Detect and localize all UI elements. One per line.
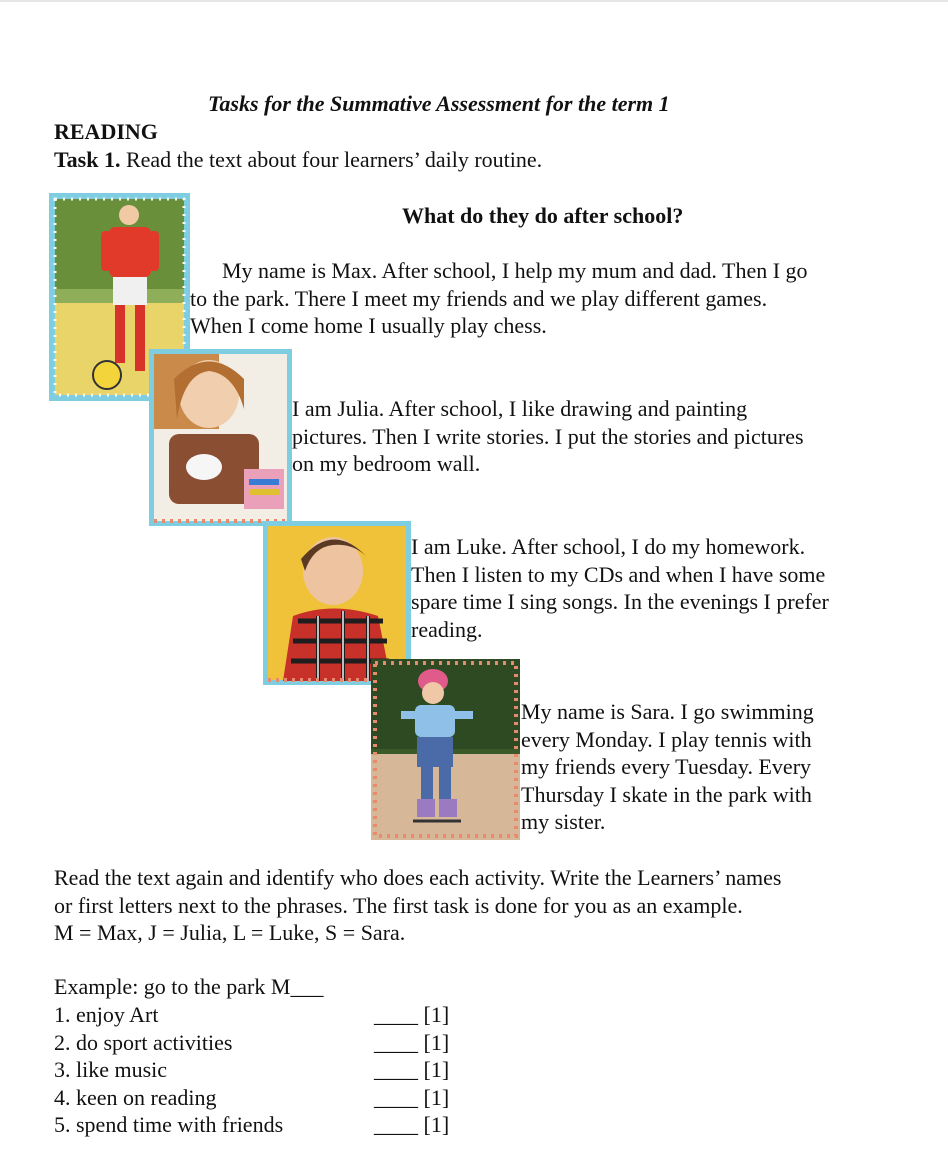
example-line: Example: go to the park M___ <box>54 974 324 999</box>
item-label: 5. spend time with friends <box>54 1112 284 1137</box>
instruction-line: Read the text again and identify who does each activity. Write the Learners’ names <box>54 865 782 890</box>
girl-skating-image <box>371 659 520 840</box>
answer-blank[interactable]: ____ [1] <box>374 1112 450 1137</box>
exercise-item <box>54 1029 474 1057</box>
photo-sara <box>371 659 520 840</box>
paragraph-line: my friends every Tuesday. Every <box>521 754 812 779</box>
exercise-item <box>54 1056 474 1084</box>
paragraph-line: on my bedroom wall. <box>292 451 481 476</box>
item-label: 3. like music <box>54 1057 168 1082</box>
answer-blank[interactable]: ____ [1] <box>374 1029 450 1055</box>
paragraph-line: My name is Max. After school, I help my mum and dad. Then I go <box>222 258 808 283</box>
instruction-line: M = Max, J = Julia, L = Luke, S = Sara. <box>54 920 406 945</box>
paragraph-line: my sister. <box>521 809 606 834</box>
paragraph-line: to the park. There I meet my friends and we play different games. <box>190 285 768 311</box>
paragraph-max <box>190 257 808 340</box>
girl-painting-image <box>149 349 292 526</box>
paragraph-line: Then I listen to my CDs and when I have some <box>411 561 826 587</box>
text-title: What do they do after school? <box>402 203 684 228</box>
item-label: 2. do sport activities <box>54 1029 233 1055</box>
photo-julia <box>149 349 292 526</box>
answer-blank[interactable]: ____ [1] <box>374 1057 450 1082</box>
top-border <box>0 0 948 2</box>
paragraph-line: When I come home I usually play chess. <box>190 313 547 338</box>
exercise-list <box>54 1001 474 1139</box>
paragraph-sara <box>521 698 814 836</box>
page-title: Tasks for the Summative Assessment for the term 1 <box>208 91 670 116</box>
exercise-item <box>54 1084 474 1112</box>
task-label: Task 1. <box>54 147 121 172</box>
paragraph-line: pictures. Then I write stories. I put the stories and pictures <box>292 423 804 449</box>
exercise-item <box>54 1001 474 1029</box>
paragraph-line: every Monday. I play tennis with <box>521 726 812 752</box>
task-text: Read the text about four learners’ daily routine. <box>125 147 543 172</box>
section-heading: READING <box>54 119 158 144</box>
paragraph-line: I am Julia. After school, I like drawing and painting <box>292 396 748 421</box>
answer-blank[interactable]: ____ [1] <box>374 1084 450 1110</box>
paragraph-line: spare time I sing songs. In the evenings I prefer <box>411 589 829 614</box>
task-instruction <box>54 146 542 174</box>
paragraph-line: Thursday I skate in the park with <box>521 781 812 807</box>
exercise-item <box>54 1111 474 1139</box>
instructions <box>54 864 781 947</box>
item-label: 1. enjoy Art <box>54 1002 159 1027</box>
answer-blank[interactable]: ____ [1] <box>374 1002 450 1027</box>
paragraph-line: I am Luke. After school, I do my homework. <box>411 534 806 559</box>
instruction-line: or first letters next to the phrases. The first task is done for you as an example. <box>54 892 743 918</box>
paragraph-line: My name is Sara. I go swimming <box>521 699 814 724</box>
item-label: 4. keen on reading <box>54 1084 217 1110</box>
paragraph-julia <box>292 395 804 478</box>
paragraph-line: reading. <box>411 616 483 642</box>
paragraph-luke <box>411 533 829 643</box>
